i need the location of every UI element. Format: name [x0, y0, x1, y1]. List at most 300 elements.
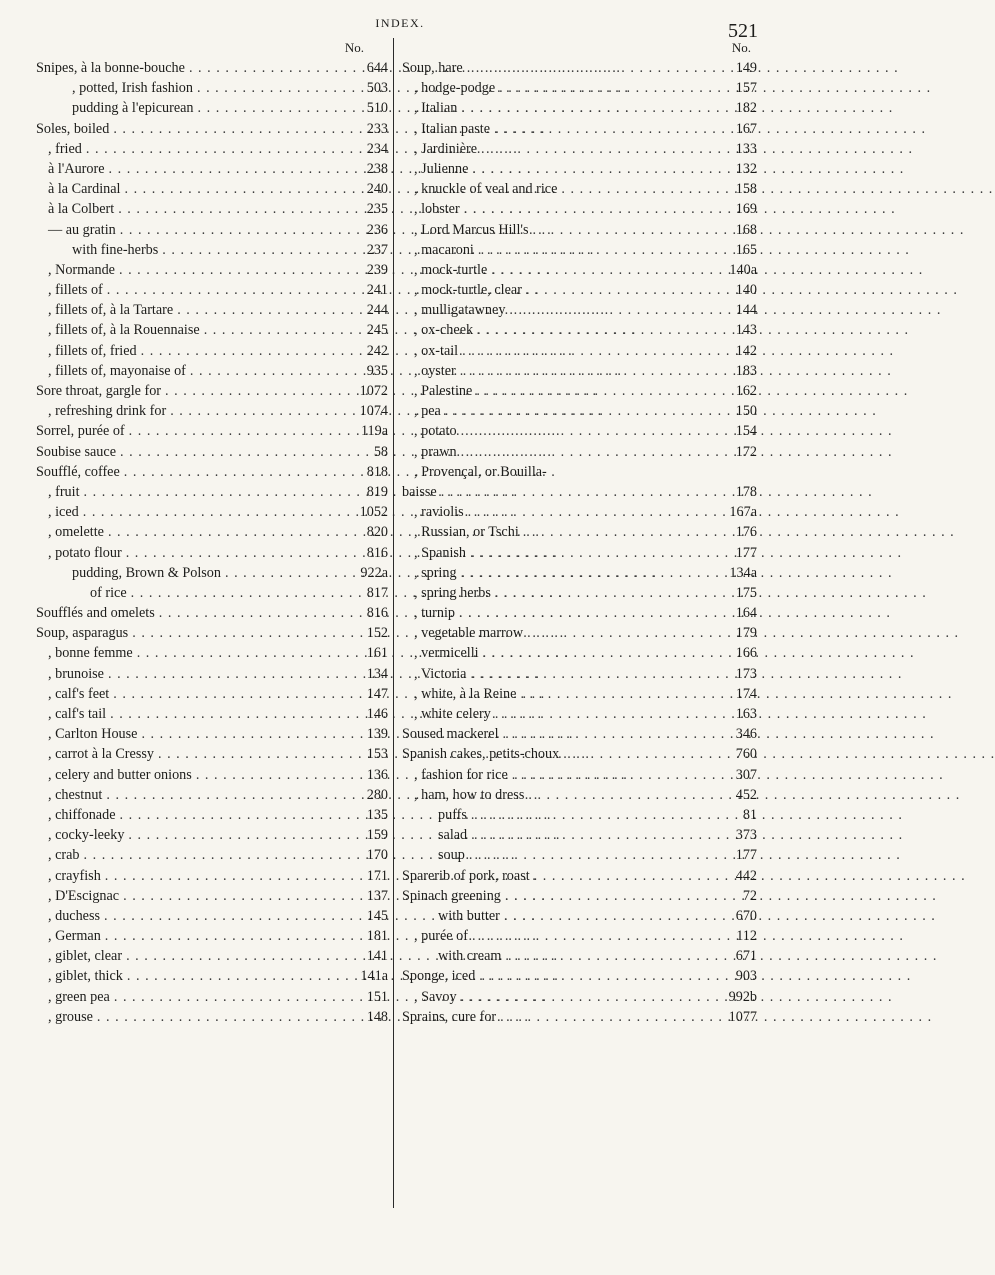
index-entry	[402, 320, 757, 340]
entry-number: 236	[366, 221, 388, 238]
entry-number: 163	[735, 706, 757, 722]
dot-leader	[113, 684, 344, 704]
entry-number: 922a	[360, 564, 388, 581]
entry-label: soup	[438, 847, 465, 864]
index-entry	[36, 765, 388, 785]
index-entry	[36, 341, 388, 361]
dot-leader	[472, 159, 713, 179]
entry-number: 173	[735, 665, 757, 682]
index-entry	[402, 159, 757, 179]
index-entry	[402, 240, 757, 260]
dot-leader	[561, 179, 713, 199]
dot-leader	[528, 785, 713, 805]
dot-leader	[483, 643, 713, 663]
entry-label: , mock-turtle	[414, 261, 488, 278]
number-column-heading: No.	[344, 40, 364, 55]
entry-number: 144	[735, 302, 757, 319]
dot-leader	[467, 58, 713, 78]
index-entry	[36, 199, 388, 219]
entry-label: , mulligatawney	[414, 302, 506, 319]
entry-number: 151	[366, 988, 388, 1005]
index-entry	[402, 280, 757, 300]
dot-leader	[505, 946, 713, 966]
dot-leader	[460, 361, 713, 381]
index-entry	[36, 744, 388, 764]
index-entry	[402, 543, 757, 563]
dot-leader	[131, 583, 344, 603]
entry-label: , Julienne	[414, 160, 469, 177]
index-entry	[402, 401, 757, 421]
index-entry	[402, 381, 757, 401]
entry-label: , fillets of, à la Rouennaise	[48, 322, 200, 339]
index-entry	[36, 946, 388, 966]
entry-label: with fine-herbs	[72, 241, 159, 258]
dot-leader	[126, 946, 344, 966]
entry-label: , fried	[48, 140, 82, 157]
entry-label: , bonne femme	[48, 645, 133, 662]
entry-label: Soles, boiled	[36, 120, 110, 137]
number-column-heading: No.	[731, 40, 751, 55]
entry-number: 119a	[360, 423, 388, 440]
entry-label: Soup, hare	[402, 60, 463, 76]
dot-leader	[141, 724, 344, 744]
entry-label: à la Colbert	[48, 201, 115, 218]
entry-label: , iced	[48, 504, 79, 521]
entry-number: 162	[735, 383, 757, 399]
entry-label: , fashion for rice	[414, 766, 508, 783]
entry-number: 177	[735, 544, 757, 561]
entry-number: 816	[366, 605, 388, 622]
entry-number: 452	[735, 786, 757, 803]
dot-leader	[197, 78, 344, 98]
dot-leader	[108, 522, 344, 542]
index-entry	[402, 603, 757, 623]
dot-leader	[137, 643, 344, 663]
entry-number: 137	[366, 887, 388, 904]
entry-number: 244	[366, 302, 388, 319]
index-entry	[402, 341, 757, 361]
entry-label: , Savoy	[414, 988, 457, 1005]
entry-number: 134a	[729, 564, 757, 581]
entry-label: , oyster	[414, 362, 456, 379]
entry-label: Snipes, à la bonne-bouche	[36, 60, 185, 76]
entry-label: of rice	[90, 584, 127, 601]
index-entry	[402, 886, 757, 906]
index-entry	[36, 119, 388, 139]
index-entry	[36, 603, 388, 623]
entry-number: 154	[735, 423, 757, 440]
entry-label: , pea	[414, 403, 441, 420]
entry-number: 164	[735, 605, 757, 622]
dot-leader	[532, 220, 713, 240]
index-entry	[402, 220, 757, 240]
entry-number: 169	[735, 201, 757, 218]
entry-number: 992b	[728, 988, 757, 1005]
index-entry	[402, 684, 757, 704]
dot-leader	[119, 260, 344, 280]
dot-leader	[120, 805, 345, 825]
entry-number: 140	[735, 282, 757, 299]
entry-number: 143	[735, 322, 757, 339]
entry-label: , carrot à la Cressy	[48, 746, 154, 763]
index-entry	[402, 583, 757, 603]
index-entry	[402, 926, 757, 946]
index-entry	[402, 845, 757, 865]
entry-number: 935	[366, 362, 388, 379]
dot-leader	[503, 724, 713, 744]
dot-leader	[141, 341, 344, 361]
entry-label: , Spanish	[414, 544, 467, 561]
entry-number: 510	[366, 100, 388, 117]
entry-label: pudding à l'epicurean	[72, 100, 194, 117]
entry-number: 133	[735, 140, 757, 157]
entry-label: , ox-tail	[414, 342, 459, 359]
dot-leader	[177, 300, 344, 320]
entry-number: 245	[366, 322, 388, 339]
index-entry	[36, 159, 388, 179]
entry-number: 503	[366, 80, 388, 97]
entry-label: , cocky-leeky	[48, 827, 125, 844]
index-entry	[402, 906, 757, 926]
dot-leader	[479, 966, 713, 986]
index-entry	[402, 522, 757, 542]
entry-number: 81	[742, 806, 757, 823]
entry-label: with butter	[438, 907, 500, 924]
entry-label: , Palestine	[414, 383, 473, 399]
entry-number: 903	[735, 968, 757, 985]
dot-leader	[129, 421, 344, 441]
index-entry	[36, 866, 388, 886]
dot-leader	[124, 462, 344, 482]
index-entry	[402, 785, 757, 805]
index-entry	[36, 442, 388, 462]
entry-number: 177	[735, 847, 757, 864]
dot-leader	[190, 361, 344, 381]
index-entry	[402, 442, 757, 462]
dot-leader	[162, 240, 344, 260]
dot-leader	[469, 845, 713, 865]
dot-leader	[491, 260, 713, 280]
entry-number: 1072	[359, 383, 388, 399]
entry-number: 644	[366, 60, 388, 76]
dot-leader	[106, 785, 344, 805]
entry-number: 58	[373, 443, 388, 460]
entry-number: 819	[366, 483, 388, 500]
entry-number: 165	[735, 241, 757, 258]
entry-label: , calf's tail	[48, 706, 107, 722]
entry-number: 149	[735, 60, 757, 76]
entry-label: Soused mackerel	[402, 726, 499, 743]
entry-number: 818	[366, 463, 388, 480]
dot-leader	[105, 866, 344, 886]
index-entry	[402, 462, 757, 482]
entry-number: 176	[735, 524, 757, 541]
index-entry	[402, 199, 757, 219]
entry-label: , Russian, or Tschi	[414, 524, 519, 541]
index-entry	[402, 744, 757, 764]
index-entry	[36, 664, 388, 684]
dot-leader	[523, 522, 713, 542]
dot-leader	[86, 139, 344, 159]
page-number: 521	[728, 20, 758, 42]
entry-label: , fruit	[48, 483, 80, 500]
dot-leader	[494, 119, 713, 139]
dot-leader	[526, 280, 713, 300]
entry-label: baisse	[402, 483, 437, 500]
entry-number: 670	[735, 907, 757, 924]
dot-leader	[124, 179, 344, 199]
index-column-right	[402, 38, 757, 1027]
entry-label: , duchess	[48, 907, 101, 924]
column-divider	[393, 38, 394, 1208]
index-entry	[402, 623, 757, 643]
dot-leader	[470, 664, 713, 684]
dot-leader	[481, 139, 713, 159]
entry-number: 145	[366, 907, 388, 924]
index-entry	[402, 966, 757, 986]
entry-number: 817	[366, 584, 388, 601]
entry-label: , prawn	[414, 443, 457, 460]
index-entry	[36, 1007, 388, 1027]
entry-label: , raviolis	[414, 504, 464, 521]
dot-leader	[477, 320, 713, 340]
index-entry	[36, 583, 388, 603]
index-entry	[402, 805, 757, 825]
entry-label: , Jardinière	[414, 140, 478, 157]
index-entry	[36, 785, 388, 805]
index-entry	[36, 139, 388, 159]
index-entry	[36, 58, 388, 78]
entry-label: , vegetable marrow	[414, 625, 524, 642]
entry-label: Soubise sauce	[36, 443, 116, 460]
dot-leader	[512, 765, 713, 785]
entry-label: , potato flour	[48, 544, 122, 561]
entry-number: 167	[735, 120, 757, 137]
dot-leader	[97, 1007, 344, 1027]
entry-label: , crayfish	[48, 867, 101, 884]
index-entry	[36, 260, 388, 280]
index-entry	[402, 724, 757, 744]
dot-leader	[189, 58, 344, 78]
entry-number: 152	[366, 625, 388, 642]
index-entry	[36, 825, 388, 845]
index-entry	[402, 300, 757, 320]
dot-leader	[461, 987, 713, 1007]
entry-label: , celery and butter onions	[48, 766, 192, 783]
entry-number: 141a	[360, 968, 388, 985]
entry-number: 166	[735, 645, 757, 662]
dot-leader	[471, 825, 713, 845]
entry-label: , Italian paste	[414, 120, 491, 137]
index-entry	[36, 300, 388, 320]
dot-leader	[459, 603, 713, 623]
entry-label: , calf's feet	[48, 685, 110, 702]
dot-leader	[472, 926, 713, 946]
dot-leader	[105, 926, 344, 946]
dot-leader	[204, 320, 344, 340]
index-entry	[36, 906, 388, 926]
entry-number: 158	[735, 181, 757, 198]
index-entry	[402, 179, 757, 199]
entry-label: , Lord Marcus Hill's	[414, 221, 529, 238]
entry-number: 760	[735, 746, 757, 763]
entry-number: 182	[735, 100, 757, 117]
index-entry-list	[36, 58, 388, 1027]
entry-number: 235	[366, 201, 388, 218]
dot-leader	[120, 220, 344, 240]
dot-leader	[84, 845, 344, 865]
entry-label: , lobster	[414, 201, 460, 218]
entry-label: , fillets of, fried	[48, 342, 137, 359]
entry-label: , giblet, clear	[48, 948, 123, 965]
entry-label: Sparerib of pork, roast	[402, 867, 530, 884]
dot-leader	[132, 623, 344, 643]
index-entry	[36, 987, 388, 1007]
index-entry	[36, 502, 388, 522]
index-entry	[36, 684, 388, 704]
entry-number: 179	[735, 625, 757, 642]
dot-leader	[462, 341, 713, 361]
entry-number: 671	[735, 948, 757, 965]
entry-number: 1077	[728, 1008, 757, 1025]
entry-label: , omelette	[48, 524, 104, 541]
dot-leader	[499, 78, 713, 98]
entry-label: puffs	[438, 806, 467, 823]
dot-leader	[83, 502, 344, 522]
index-entry	[36, 805, 388, 825]
dot-leader	[114, 987, 344, 1007]
dot-leader	[471, 805, 713, 825]
entry-number: 147	[366, 685, 388, 702]
index-entry	[402, 946, 757, 966]
index-entry	[36, 563, 388, 583]
index-entry	[36, 280, 388, 300]
dot-leader	[118, 199, 344, 219]
index-entry	[402, 260, 757, 280]
entry-number: 175	[735, 584, 757, 601]
dot-leader	[198, 98, 344, 118]
dot-leader	[495, 704, 713, 724]
index-entry	[402, 866, 757, 886]
dot-leader	[126, 543, 344, 563]
entry-label: , spring	[414, 564, 457, 581]
entry-label: , white celery	[414, 706, 491, 722]
entry-number: 148	[366, 1008, 388, 1025]
index-entry	[402, 421, 757, 441]
entry-label: , German	[48, 928, 101, 945]
dot-leader	[495, 583, 713, 603]
index-entry	[36, 522, 388, 542]
dot-leader	[478, 240, 713, 260]
entry-label: pudding, Brown & Polson	[72, 564, 221, 581]
entry-label: , Carlton House	[48, 726, 138, 743]
entry-label: , ham, how to dress	[414, 786, 525, 803]
index-entry	[36, 462, 388, 482]
dot-leader	[123, 886, 344, 906]
dot-leader	[113, 119, 344, 139]
dot-leader	[165, 381, 344, 401]
dot-leader	[120, 442, 344, 462]
entry-number: 820	[366, 524, 388, 541]
entry-label: Spanish cakes, petits-choux	[402, 746, 560, 763]
entry-number: 132	[735, 160, 757, 177]
entry-label: , mock-turtle, clear	[414, 282, 522, 299]
entry-label: , macaroni	[414, 241, 474, 258]
entry-number: 153	[366, 746, 388, 763]
entry-label: , hodge-podge	[414, 80, 496, 97]
index-entry	[402, 563, 757, 583]
index-entry	[36, 179, 388, 199]
dot-leader	[464, 199, 713, 219]
entry-label: Sponge, iced	[402, 968, 476, 985]
dot-leader	[461, 563, 713, 583]
dot-leader	[159, 603, 344, 623]
entry-number: 183	[735, 362, 757, 379]
index-entry	[402, 825, 757, 845]
index-entry	[36, 320, 388, 340]
entry-label: Spinach greening	[402, 887, 501, 904]
entry-label: , purée of	[414, 928, 468, 945]
entry-number: 1052	[359, 504, 388, 521]
entry-label: Sprains, cure for	[402, 1008, 497, 1025]
entry-label: , brunoise	[48, 665, 104, 682]
index-entry	[36, 482, 388, 502]
index-entry	[402, 361, 757, 381]
index-entry	[36, 78, 388, 98]
entry-number: 174	[735, 685, 757, 702]
index-entry	[402, 1007, 757, 1027]
index-entry	[402, 765, 757, 785]
entry-number: 816	[366, 544, 388, 561]
index-entry	[402, 987, 757, 1007]
entry-label: , Italian	[414, 100, 458, 117]
entry-number: 178	[735, 483, 757, 500]
index-entry	[36, 240, 388, 260]
index-entry	[402, 664, 757, 684]
index-entry	[402, 78, 757, 98]
dot-leader	[520, 684, 713, 704]
dot-leader	[527, 623, 713, 643]
entry-number: 135	[366, 806, 388, 823]
entry-label: , Normande	[48, 261, 115, 278]
dot-leader	[84, 482, 344, 502]
index-entry	[36, 926, 388, 946]
dot-leader	[534, 866, 713, 886]
index-entry	[36, 886, 388, 906]
entry-number: 442	[735, 867, 757, 884]
entry-label: , chiffonade	[48, 806, 116, 823]
entry-label: , crab	[48, 847, 80, 864]
index-entry	[36, 845, 388, 865]
entry-label: , ox-cheek	[414, 322, 474, 339]
index-entry	[36, 724, 388, 744]
index-entry	[402, 98, 757, 118]
entry-number: 238	[366, 160, 388, 177]
entry-label: , fillets of	[48, 282, 103, 299]
index-entry	[36, 401, 388, 421]
dot-leader	[109, 159, 344, 179]
entry-label: , green pea	[48, 988, 110, 1005]
index-entry	[36, 381, 388, 401]
entry-number: 167a	[729, 504, 757, 521]
entry-label: , white, à la Reine	[414, 685, 517, 702]
index-entry	[402, 139, 757, 159]
index-entry	[36, 623, 388, 643]
entry-number: 239	[366, 261, 388, 278]
dot-leader	[505, 886, 713, 906]
index-entry	[402, 502, 757, 522]
entry-number: 159	[366, 827, 388, 844]
